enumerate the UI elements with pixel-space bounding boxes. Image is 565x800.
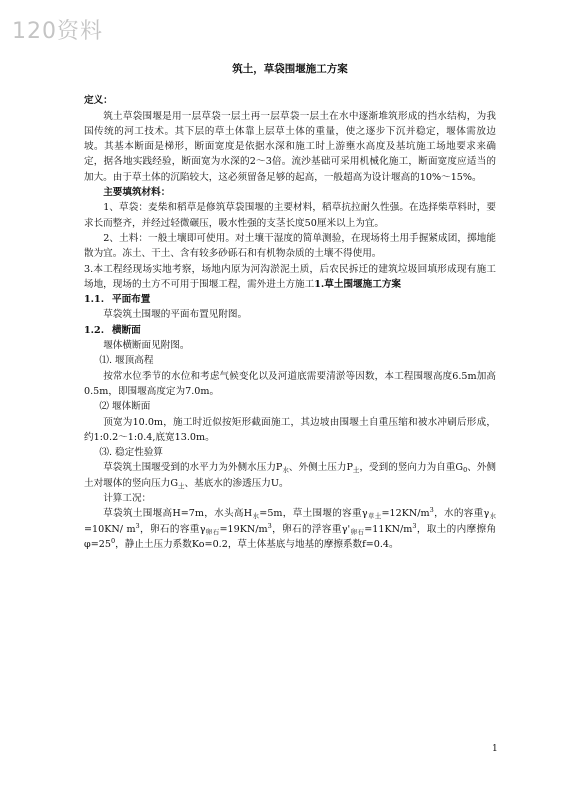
plan-layout-paragraph: 草袋筑土围堰的平面布置见附图。 [103, 309, 248, 321]
superscript: 3 [412, 521, 417, 530]
section-title: 横断面 [112, 324, 141, 336]
text-run: ，取土的内摩擦角φ=25 [84, 523, 497, 550]
text-run: =19KN/m [219, 523, 268, 535]
definition-paragraph: 筑土草袋围堰是用一层草袋一层土再一层草袋一层土在水中逐渐堆筑形成的挡水结构，为我国传统的河工技术。其下层的草土体靠上层草土体的重量，使之逐步下沉并稳定，堰体需放边坡。其基本断面是梯形，断面宽度是依据水深和施工时上游壅水高度及基坑施工场地要求来确定，据各地实践经验，断面宽为水深的2～3倍。流沙基础可采用机械化施工，断面宽度应适当的加大。由于草土体的沉陷较大，这必须留备足够的起高，一般超高为设计堰高的10%～15%。 [84, 110, 496, 183]
document-title: 筑土，草袋围堰施工方案 [232, 63, 348, 75]
section-heading-plan-layout [84, 292, 496, 307]
text-run: ，水的容重γ [433, 508, 490, 520]
text-run: 、外侧土对堰体的竖向压力G [84, 462, 496, 489]
subscript: 水 [252, 512, 260, 521]
text-run: ，卵石的浮容重γ' [271, 523, 351, 535]
superscript: 0 [110, 536, 116, 545]
dam-section-label: ⑵ 堰体断面 [99, 401, 151, 413]
text-run: ，受到的竖向力为自重G [359, 462, 464, 474]
materials-heading: 主要填筑材料： [103, 187, 171, 199]
text-run: 草袋筑土围堰高H=7m，水头高H [103, 508, 253, 520]
text-run: =10KN/ m [84, 523, 136, 535]
subscript: 0 [463, 466, 468, 475]
crest-elevation-label: ⑴. 堰顶高程 [99, 355, 154, 367]
definition-heading: 定义： [84, 95, 113, 107]
subscript: 卵石 [205, 527, 220, 536]
cross-section-paragraph: 堰体横断面见附图。 [103, 340, 190, 352]
subscript: 土 [352, 466, 360, 475]
section-number: 1.2. [84, 324, 105, 336]
superscript: 3 [135, 521, 140, 530]
section-number: 1.1. [84, 294, 105, 306]
page-number: 1 [492, 744, 498, 754]
site-note-paragraph [84, 262, 496, 293]
materials-item-grass-bags: 1、草袋：麦柴和稻草是修筑草袋围堰的主要材料，稻草抗拉耐久性强。在选择柴草料时，要求长而整齐，并经过轻微碾压，吸水性强的支茎长度50厘米以上为宜。 [84, 202, 496, 229]
subscript: 草土 [367, 512, 382, 521]
superscript: 3 [267, 521, 272, 530]
dam-section-paragraph: 顶宽为10.0m，施工时近似按矩形截面施工，其边坡由围堰土自重压缩和被水冲刷后形成，约1:0.2～1:0.4,底宽13.0m。 [84, 416, 496, 443]
site-note-text: 3.本工程经现场实地考察，场地内原为河沟淤泥土质，后农民拆迁的建筑垃圾回填形成现有施工场地，现场的土方不可用于围堰工程，需外进土方施工 [84, 263, 496, 290]
crest-elevation-paragraph: 按常水位季节的水位和考虑气候变化以及河道底需要清淤等因数，本工程围堰高度6.5m加高0.5m，即围堰高度定为7.0m。 [84, 370, 496, 397]
calc-condition-label: 计算工况： [103, 493, 152, 505]
materials-item-soil: 2、土料：一般土壤即可使用。对土壤干湿度的简单测验，在现场将土用手握紧成团，掷地能散为宜。冻土、干土、含有较多砂砾石和有机物杂质的土壤不得使用。 [84, 232, 496, 260]
stability-paragraph [84, 460, 496, 491]
section-heading-cross-section [84, 323, 496, 338]
watermark: 120资料 [12, 19, 103, 44]
text-run: ，卵石的容重γ [139, 523, 206, 535]
subscript: 水 [282, 466, 289, 475]
superscript: 3 [429, 506, 434, 515]
site-note-scheme-heading: 1.草土围堰施工方案 [314, 278, 402, 290]
text-run: 草袋筑土围堰受到的水平力为外侧水压力P [103, 462, 283, 474]
text-run: =11KN/m [364, 523, 413, 535]
text-run: 、基底水的渗透压力U。 [184, 477, 289, 489]
section-title: 平面布置 [112, 294, 151, 306]
text-run: 、外侧土压力P [288, 462, 353, 474]
text-run: ，静止土压力系数Ko=0.2，草土体基底与地基的摩擦系数f=0.4。 [115, 538, 399, 550]
subscript: 土 [178, 481, 185, 490]
document-body [84, 62, 496, 552]
stability-label: ⑶. 稳定性验算 [99, 447, 164, 459]
text-run: =5m，草土围堰的容重γ [259, 508, 368, 520]
subscript: 卵石 [350, 527, 365, 536]
text-run: =12KN/m [381, 508, 430, 520]
calc-condition-paragraph [84, 506, 496, 552]
subscript: 水 [489, 512, 497, 521]
